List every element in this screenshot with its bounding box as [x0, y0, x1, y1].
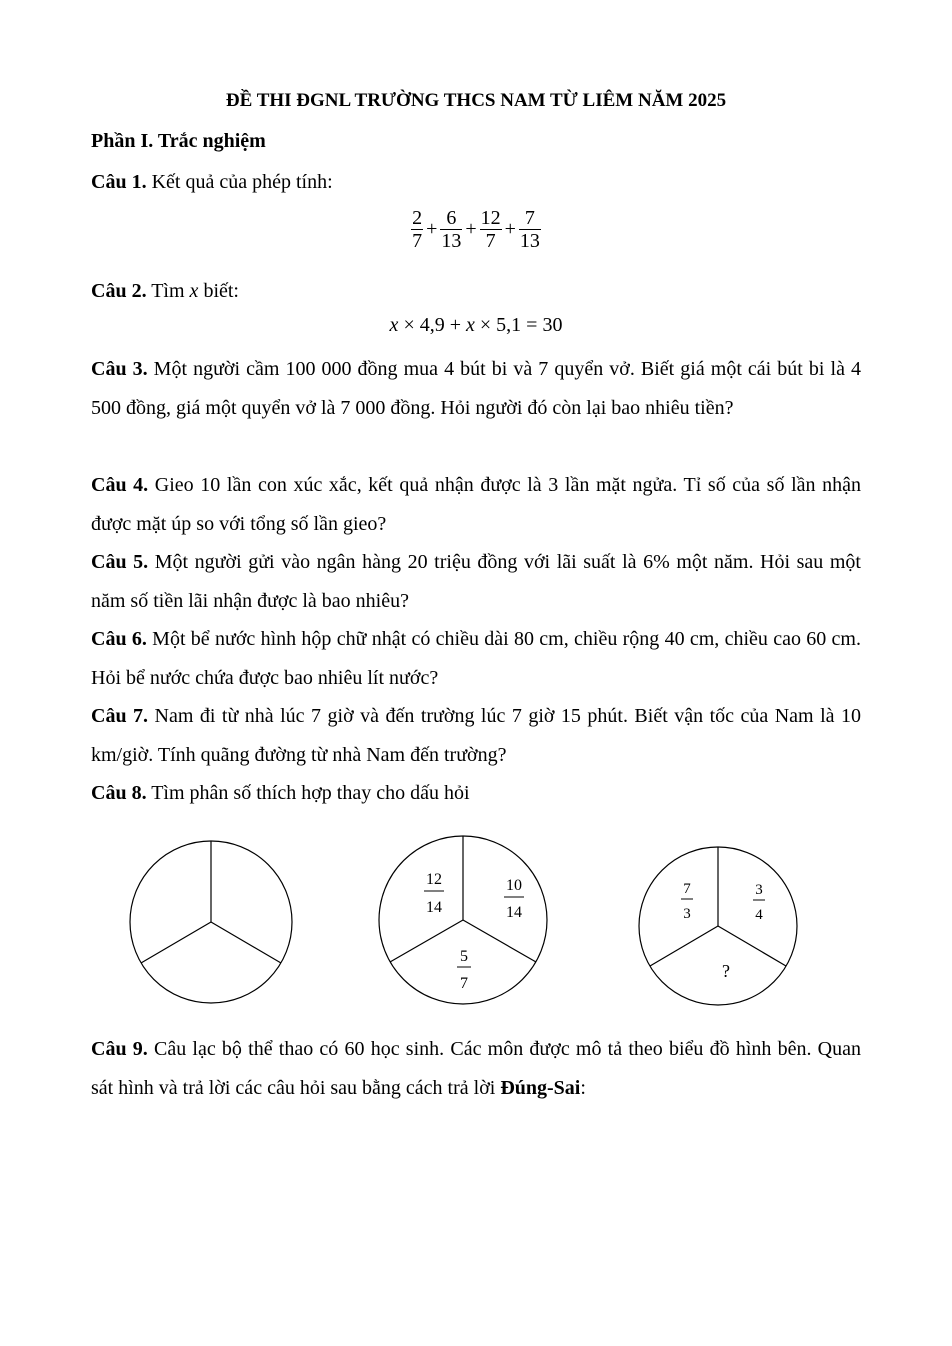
circle2-right-denominator: 14 — [506, 904, 522, 921]
circle3-left-denominator: 3 — [683, 906, 691, 922]
question-9: Câu 9. Câu lạc bộ thể thao có 60 học sinh. Các môn được mô tả theo biểu đồ hình bên. Quan sát hình và trả lời các câu hỏi sau bằng cách trả lời Đúng-Sai: — [91, 1038, 861, 1099]
fraction: $\frac{6}{13}$ — [441, 207, 462, 252]
exam-title: ĐỀ THI ĐGNL TRƯỜNG THCS NAM TỪ LIÊM NĂM 2025 — [225, 90, 727, 111]
question-8: Câu 8. Tìm phân số thích hợp thay cho dấu hỏi — [91, 782, 470, 804]
circle3-right-denominator: 4 — [755, 907, 763, 923]
question-3-label: Câu 3. — [91, 358, 148, 380]
fraction-circles-figure — [0, 820, 952, 1020]
expression-1: $\frac{2}{7}$ + $\frac{6}{13}$ + $\frac{12}{7}$ + $\frac{7}{13}$ — [412, 207, 540, 252]
question-5-label: Câu 5. — [91, 551, 149, 573]
circle3-left-numerator: 7 — [683, 881, 691, 897]
circle3-question-mark: ? — [722, 961, 730, 981]
question-2-label: Câu 2. — [91, 280, 147, 302]
fraction: $\frac{7}{13}$ — [519, 207, 540, 252]
question-1 — [91, 163, 861, 202]
question-7: Câu 7. Nam đi từ nhà lúc 7 giờ và đến trường lúc 7 giờ 15 phút. Biết vận tốc của Nam là 10 km/giờ. Tính quãng đường từ nhà Nam đến trường? — [91, 705, 861, 766]
question-6: Câu 6. Một bể nước hình hộp chữ nhật có chiều dài 80 cm, chiều rộng 40 cm, chiều cao 60 cm. Hỏi bể nước chứa được bao nhiêu lít nước? — [91, 628, 861, 689]
question-1-label: Câu 1. — [91, 171, 147, 193]
circle-with-question — [639, 847, 797, 1005]
circle-empty — [130, 841, 292, 1003]
question-3: Câu 3. Một người cầm 100 000 đồng mua 4 bút bi và 7 quyển vở. Biết giá một cái bút bi là 4 500 đồng, giá một quyển vở là 7 000 đồng. Hỏi người đó còn lại bao nhiêu tiền? — [91, 358, 861, 419]
question-4: Câu 4. Gieo 10 lần con xúc xắc, kết quả nhận được là 3 lần mặt ngửa. Tỉ số của số lần nhận được mặt úp so với tổng số lần gieo? — [91, 474, 861, 535]
question-1-text: Kết quả của phép tính: — [146, 171, 333, 193]
question-9-label: Câu 9. — [91, 1038, 148, 1060]
circle2-left-numerator: 12 — [426, 871, 442, 888]
circle3-right-numerator: 3 — [755, 882, 763, 898]
expression-2: x × 4,9 + x × 5,1 = 30 — [389, 314, 563, 336]
circle2-right-numerator: 10 — [506, 877, 522, 894]
question-2: Câu 2. Tìm x biết: — [91, 280, 239, 302]
section-heading: Phần I. Trắc nghiệm — [91, 130, 266, 152]
circle2-left-denominator: 14 — [426, 899, 442, 916]
circle-with-fractions — [379, 836, 547, 1004]
fraction: $\frac{2}{7}$ — [412, 207, 423, 252]
question-6-label: Câu 6. — [91, 628, 147, 650]
question-5: Câu 5. Một người gửi vào ngân hàng 20 triệu đồng với lãi suất là 6% một năm. Hỏi sau một năm số tiền lãi nhận được là bao nhiêu? — [91, 551, 861, 612]
fraction: $\frac{12}{7}$ — [480, 207, 501, 252]
question-8-label: Câu 8. — [91, 782, 147, 804]
question-4-label: Câu 4. — [91, 474, 149, 496]
question-7-label: Câu 7. — [91, 705, 149, 727]
circle2-bottom-numerator: 5 — [460, 948, 468, 965]
circle2-bottom-denominator: 7 — [460, 975, 468, 992]
